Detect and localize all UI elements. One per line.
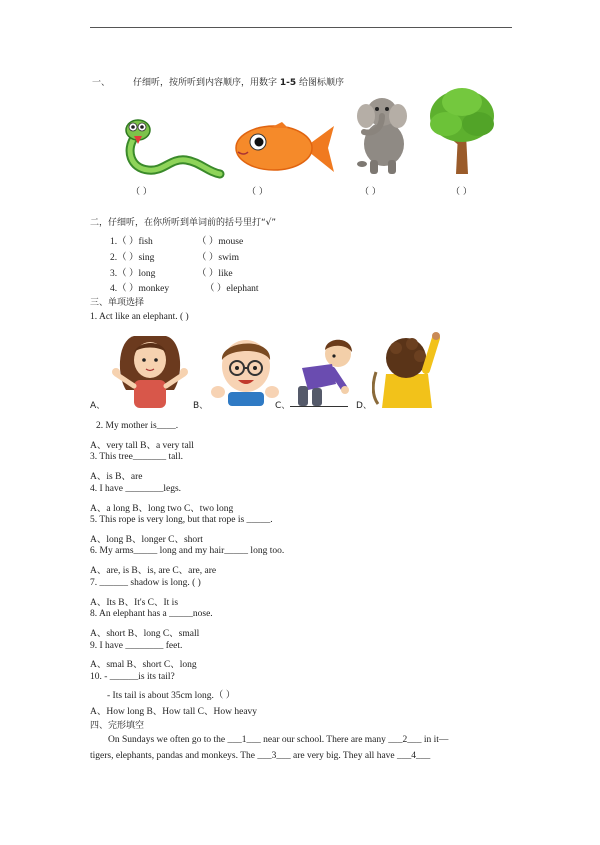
section4-title: 四、完形填空: [90, 721, 145, 731]
image-blank-1: （ ）: [131, 187, 152, 197]
question-1: 1. Act like an elephant. ( ): [90, 312, 189, 322]
tree-icon: [424, 86, 500, 180]
question-6: 6. My arms_____ long and my hair_____ long too.: [90, 546, 285, 556]
section3-title: 三、单项选择: [90, 298, 145, 308]
word-row-4-right: （ ）elephant: [205, 284, 259, 294]
curly-boy-icon: [372, 330, 440, 408]
question-9-options: A、smal B、short C、long: [90, 660, 197, 670]
word-row-4-left: 4.（ ）monkey: [110, 284, 170, 294]
section2-title: 二，仔细听，在你所听到单词前的括号里打“√”: [90, 218, 277, 228]
section1-number: 一、: [92, 78, 111, 88]
q1-underline: [290, 406, 348, 407]
word-row-3-left: 3.（ ）long: [110, 269, 156, 279]
bending-boy-icon: [292, 334, 356, 406]
q1-option-a: A、: [90, 401, 106, 411]
image-blank-3: （ ）: [360, 187, 381, 197]
question-10-options: A、How long B、How tall C、How heavy: [90, 707, 258, 717]
snake-icon: [120, 116, 226, 182]
question-10-answer: - Its tail is about 35cm long.（ ）: [107, 691, 236, 701]
question-8-options: A、short B、long C、small: [90, 629, 200, 639]
question-5: 5. This rope is very long, but that rope is _____.: [90, 515, 273, 525]
question-9: 9. I have ________ feet.: [90, 641, 183, 651]
question-2: 2. My mother is____.: [96, 421, 179, 431]
question-4-options: A、a long B、long two C、two long: [90, 504, 234, 514]
section1-instruction: 仔细听，按所听到内容顺序，用数字 1-5 给图标顺序: [133, 78, 345, 88]
question-6-options: A、are, is B、is, are C、are, are: [90, 566, 217, 576]
question-5-options: A、long B、longer C、short: [90, 535, 203, 545]
top-rule: [90, 27, 512, 28]
image-blank-4: （ ）: [451, 187, 472, 197]
question-4: 4. I have ________legs.: [90, 484, 182, 494]
question-2-options: A、very tall B、a very tall: [90, 441, 194, 451]
elephant-icon: [352, 94, 412, 178]
cloze-line-2: tigers, elephants, pandas and monkeys. The ___3___ are very big. They all have ___4___: [90, 751, 431, 761]
q1-option-b: B、: [193, 401, 209, 411]
question-3: 3. This tree_______ tall.: [90, 452, 183, 462]
question-10: 10. - ______is its tail?: [90, 672, 175, 682]
q1-option-c: C、: [275, 401, 291, 411]
question-7-options: A、Its B、It's C、It is: [90, 598, 179, 608]
word-row-3-right: （ ）like: [197, 269, 233, 279]
word-row-2-left: 2.（ ）sing: [110, 253, 155, 263]
q1-option-d: D、: [356, 401, 372, 411]
girl-icon: [112, 330, 188, 408]
image-blank-2: （ ）: [247, 187, 268, 197]
question-8: 8. An elephant has a _____nose.: [90, 609, 213, 619]
word-row-2-right: （ ）swim: [197, 253, 239, 263]
boy-glasses-icon: [210, 334, 280, 406]
word-row-1-right: （ ）mouse: [197, 237, 244, 247]
fish-icon: [234, 120, 336, 176]
question-3-options: A、is B、are: [90, 472, 143, 482]
cloze-line-1: On Sundays we often go to the ___1___ near our school. There are many ___2___ in it—: [108, 735, 449, 745]
word-row-1-left: 1.（ ）fish: [110, 237, 153, 247]
question-7: 7. ______ shadow is long. ( ): [90, 578, 201, 588]
